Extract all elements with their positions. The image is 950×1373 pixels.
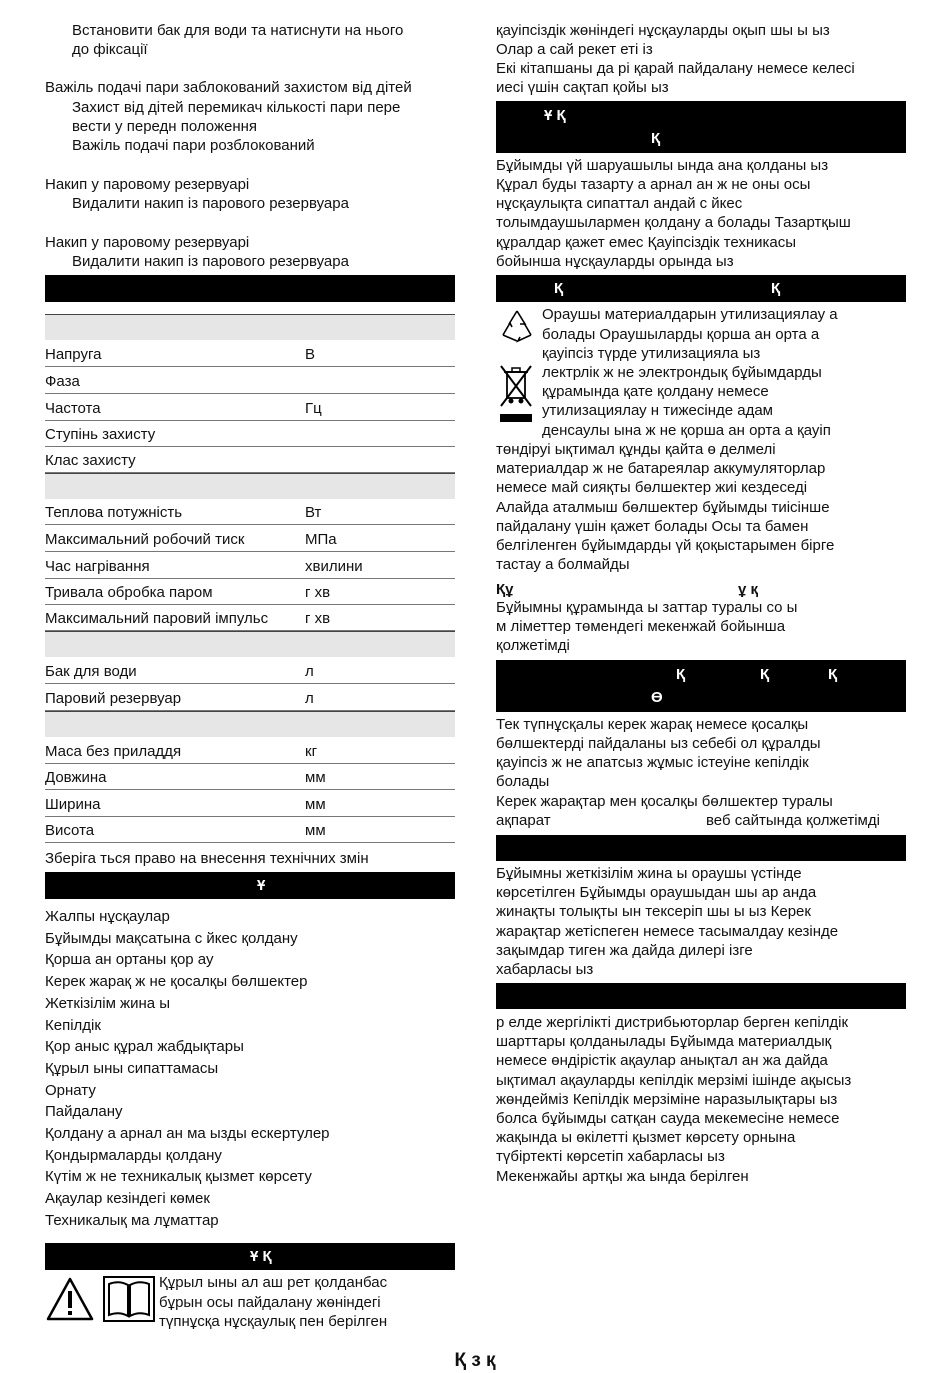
spec-row: Бак для води л xyxy=(45,657,455,684)
manual-book-icon xyxy=(103,1276,155,1322)
spec-row: Теплова потужність Вт xyxy=(45,498,455,525)
intro-line: Видалити накип із парового резервуара xyxy=(72,195,349,212)
text-line: бөлшектерді пайдаланы ыз себебі ол құралды xyxy=(496,735,821,752)
text-line: утилизациялау н тижесінде адам xyxy=(542,402,773,419)
spec-row: Напруга В xyxy=(45,340,455,367)
text-line: Бұйымды үй шаруашылы ында ана қолданы ыз xyxy=(496,157,829,174)
spec-group-header xyxy=(45,711,455,737)
text-line: Бұйымны жеткізілім жина ы ораушы үстінде xyxy=(496,865,802,882)
text-line: ақпарат веб сайтында қолжетімді xyxy=(496,812,880,829)
text-line: Құрал буды тазарту а арнал ан ж не оны осы xyxy=(496,176,811,193)
toc-item[interactable]: Пайдалану xyxy=(45,1103,123,1120)
toc-item[interactable]: Жалпы нұсқаулар xyxy=(45,908,170,925)
text-line: толымдаушылармен қолдану а болады Тазартқыш xyxy=(496,214,851,231)
text-line: иесі үшін сақтап қойы ыз xyxy=(496,79,669,96)
toc-item[interactable]: Қорша ан ортаны қор ау xyxy=(45,951,214,968)
toc-item[interactable]: Қондырмаларды қолдану xyxy=(45,1147,222,1164)
spec-row: Висота мм xyxy=(45,816,455,843)
text-line: хабарласы ыз xyxy=(496,961,594,978)
toc-item[interactable]: Техникалық ма лұматтар xyxy=(45,1212,219,1229)
text-line: белгіленген бұйымдарды үй қоқыстарымен бірге xyxy=(496,537,835,554)
text-line: нұсқаулықта сипаттал андай с йкес xyxy=(496,195,743,212)
spec-group-header xyxy=(45,314,455,340)
intro-line: Видалити накип із парового резервуара xyxy=(72,253,349,270)
text-line: Олар а сай рекет еті із xyxy=(496,41,653,58)
text-line: немесе өндірістік ақаулар анықтал ан жа дайда xyxy=(496,1052,828,1069)
text-line: бойынша нұсқауларды орында ыз xyxy=(496,253,734,270)
recycling-icon xyxy=(498,307,536,345)
text-line: м ліметтер төмендегі мекенжай бойынша xyxy=(496,618,786,635)
toc-item[interactable]: Құрыл ыны сипаттамасы xyxy=(45,1060,219,1077)
text-line: Керек жарақтар мен қосалқы бөлшектер туралы xyxy=(496,793,833,810)
toc-item[interactable]: Күтім ж не техникалық қызмет көрсету xyxy=(45,1168,312,1185)
toc-item[interactable]: Кепілдік xyxy=(45,1017,101,1034)
spec-row: Ступінь захисту xyxy=(45,420,455,447)
text-line: жарақтар жетіспеген немесе тасымалдау кезінде xyxy=(496,923,839,940)
toc-item[interactable]: Қор аныс құрал жабдықтары xyxy=(45,1038,244,1055)
text-line: қауіпсіздік жөніндегі нұсқауларды оқып шы ы ыз xyxy=(496,22,830,39)
toc-item[interactable]: Бұйымды мақсатына с йкес қолдану xyxy=(45,930,298,947)
page-footer: Қ з қ xyxy=(454,1350,496,1371)
text-line: денсаулы ына ж не қорша ан орта а қауіп xyxy=(542,422,831,439)
spec-group-header xyxy=(45,473,455,499)
warning-triangle-icon xyxy=(45,1276,95,1322)
accessories-header: Қ Қ Қ Ө xyxy=(496,660,906,712)
spec-row: Частота Гц xyxy=(45,394,455,421)
intro-line: вести у передн положення xyxy=(72,118,258,135)
text-line: пайдалану үшін қажет болады Осы та бамен xyxy=(496,518,809,535)
spec-row: Максимальний робочий тиск МПа xyxy=(45,525,455,552)
text-line: болады xyxy=(496,773,550,790)
text-line: Бұйымны құрамында ы заттар туралы со ы xyxy=(496,599,798,616)
spec-note: Зберіга ться право на внесення технічних змін xyxy=(45,850,369,867)
toc-item[interactable]: Жеткізілім жина ы xyxy=(45,995,171,1012)
intro-line: Встановити бак для води та натиснути на нього xyxy=(72,22,404,39)
text-line: көрсетілген Бұйымды ораушыдан шы ар анда xyxy=(496,884,817,901)
spec-row: Тривала обробка паром г хв xyxy=(45,578,455,605)
contents-header: Ұ xyxy=(45,872,455,899)
spec-row: Максимальний паровий імпульс г хв xyxy=(45,604,455,631)
text-line: р елде жергілікті дистрибьюторлар берген кепілдік xyxy=(496,1014,849,1031)
text-line: жақында ы өкілетті қызмет көрсету орнына xyxy=(496,1129,796,1146)
spec-row: Час нагрівання хвилини xyxy=(45,552,455,579)
spec-row: Довжина мм xyxy=(45,763,455,790)
spec-row: Клас захисту xyxy=(45,446,455,473)
intro-line: до фіксації xyxy=(72,41,148,58)
technical-data-header xyxy=(45,275,455,302)
spec-row: Паровий резервуар л xyxy=(45,684,455,711)
text-line: Алайда аталмыш бөлшектер бұйымды тиісінше xyxy=(496,499,830,516)
intro-line: Важіль подачі пари розблокований xyxy=(72,137,315,154)
text-line: лектрлік ж не электрондық бұйымдарды xyxy=(542,364,822,381)
delivery-header xyxy=(496,835,906,861)
text-line: қауіпсіз ж не апатсыз жұмыс істеуіне кепілдік xyxy=(496,754,809,771)
general-notes-header: Ұ Қ xyxy=(45,1243,455,1270)
intro-line: Важіль подачі пари заблокований захистом від дітей xyxy=(45,79,412,96)
text-line: құралдар қажет емес Қауіпсіздік техникасы xyxy=(496,234,797,251)
text-line: болады Ораушыларды қорша ан орта а xyxy=(542,326,820,343)
text-line: жинақты толықты ын тексеріп шы ы ыз Керек xyxy=(496,903,811,920)
text-line: ықтимал ақауларды кепілдік мерзімі ішінде ақысыз xyxy=(496,1072,852,1089)
text-line: зақымдар тиген жа дайда дилері ізге xyxy=(496,942,753,959)
substances-subheading: Құ ұ қ xyxy=(496,581,759,598)
text-line: Мекенжайы артқы жа ында берілген xyxy=(496,1168,749,1185)
spec-row: Фаза xyxy=(45,367,455,394)
general-notes-line: түпнұсқа нұсқаулық пен берілген xyxy=(159,1313,388,1330)
toc-item[interactable]: Ақаулар кезіндегі көмек xyxy=(45,1190,210,1207)
text-line: Ораушы материалдарын утилизациялау а xyxy=(542,306,838,323)
text-line: Екі кітапшаны да рі қарай пайдалану немесе келесі xyxy=(496,60,855,77)
text-line: төндіруі ықтимал құнды қайта ө делмелі xyxy=(496,441,776,458)
toc-item[interactable]: Қолдану а арнал ан ма ызды ескертулер xyxy=(45,1125,330,1142)
toc-item[interactable]: Керек жарақ ж не қосалқы бөлшектер xyxy=(45,973,308,990)
text-line: Тек түпнұсқалы керек жарақ немесе қосалқы xyxy=(496,716,809,733)
text-line: болса бұйымды сатқан сауда мекемесіне немесе xyxy=(496,1110,840,1127)
text-line: құрамында қате қолдану немесе xyxy=(542,383,769,400)
spec-row: Ширина мм xyxy=(45,790,455,817)
environment-header: Қ Қ xyxy=(496,275,906,302)
intro-line: Захист від дітей перемикач кількості пари пере xyxy=(72,99,401,116)
text-line: тастау а болмайды xyxy=(496,556,630,573)
text-line: түбіртекті көрсетіп хабарласы ыз xyxy=(496,1148,725,1165)
intro-line: Накип у паровому резервуарі xyxy=(45,176,250,193)
text-line: немесе май сияқты бөлшектер жиі кездеседі xyxy=(496,479,808,496)
text-line: жөндейміз Кепілдік мерзіміне наразылықтары ыз xyxy=(496,1091,838,1108)
spec-row: Маса без приладдя кг xyxy=(45,737,455,764)
weee-bin-icon xyxy=(498,364,534,426)
text-line: қолжетімді xyxy=(496,637,570,654)
intended-use-header: Ұ Қ Қ xyxy=(496,101,906,153)
toc-item[interactable]: Орнату xyxy=(45,1082,96,1099)
intro-line: Накип у паровому резервуарі xyxy=(45,234,250,251)
text-line: қауіпсіз түрде утилизацияла ыз xyxy=(542,345,761,362)
text-line: шарттары қолданылады Бұйымда материалдық xyxy=(496,1033,832,1050)
general-notes-line: бұрын осы пайдалану жөніндегі xyxy=(159,1294,381,1311)
spec-group-header xyxy=(45,631,455,657)
text-line: материалдар ж не батареялар аккумуляторлар xyxy=(496,460,826,477)
warranty-header xyxy=(496,983,906,1009)
general-notes-line: Құрыл ыны ал аш рет қолданбас xyxy=(159,1274,388,1291)
